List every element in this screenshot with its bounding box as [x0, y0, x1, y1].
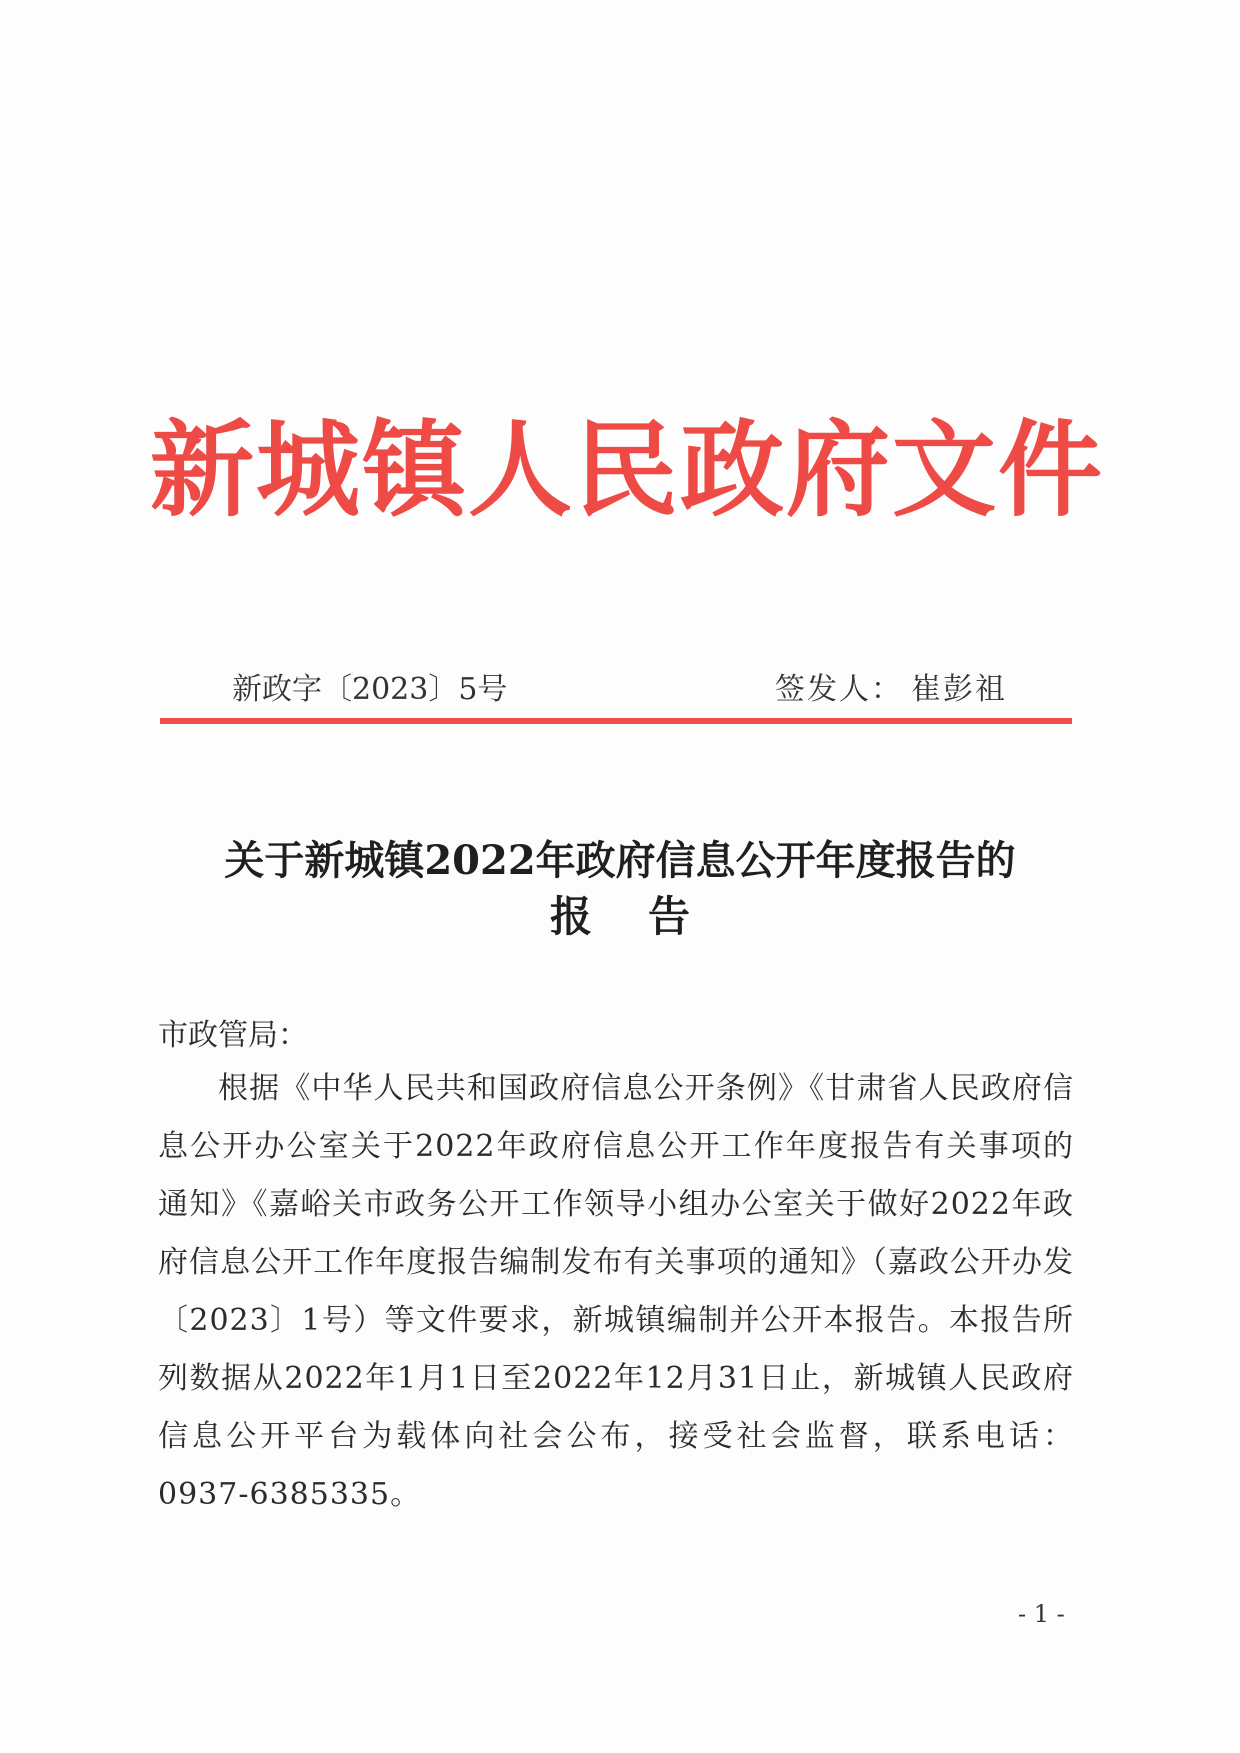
salutation: 市政管局： [158, 1018, 308, 1053]
signer [775, 664, 1007, 708]
red-divider [160, 718, 1072, 724]
page-number: - 1 - [1018, 1600, 1065, 1628]
report-title: 关于新城镇2022年政府信息公开年度报告的 [224, 837, 1016, 884]
document-number: 新政字〔2023〕5号 [232, 672, 508, 707]
masthead-title: 新城镇人民政府文件 [150, 408, 1105, 531]
body-paragraph: 根据《中华人民共和国政府信息公开条例》《甘肃省人民政府信息公开办公室关于2022年政府信息公开工作年度报告有关事项的通知》《嘉峪关市政务公开工作领导小组办公室关于做好2022年政府信息公开工作年度报告编制发布有关事项的通知》（嘉政公开办发〔2023〕1号）等文件要求，新城镇编制并公开本报告。本报告所列数据从2022年1月1日至2022年12月31日止，新城镇人民政府信息公开平台为载体向社会公布，接受社会监督，联系电话：0937-6385335。 [158, 1071, 1074, 1512]
report-subtitle: 报告 [549, 892, 746, 941]
signer-label: 签发人： [775, 672, 903, 707]
signer-name: 崔彭祖 [911, 672, 1007, 707]
